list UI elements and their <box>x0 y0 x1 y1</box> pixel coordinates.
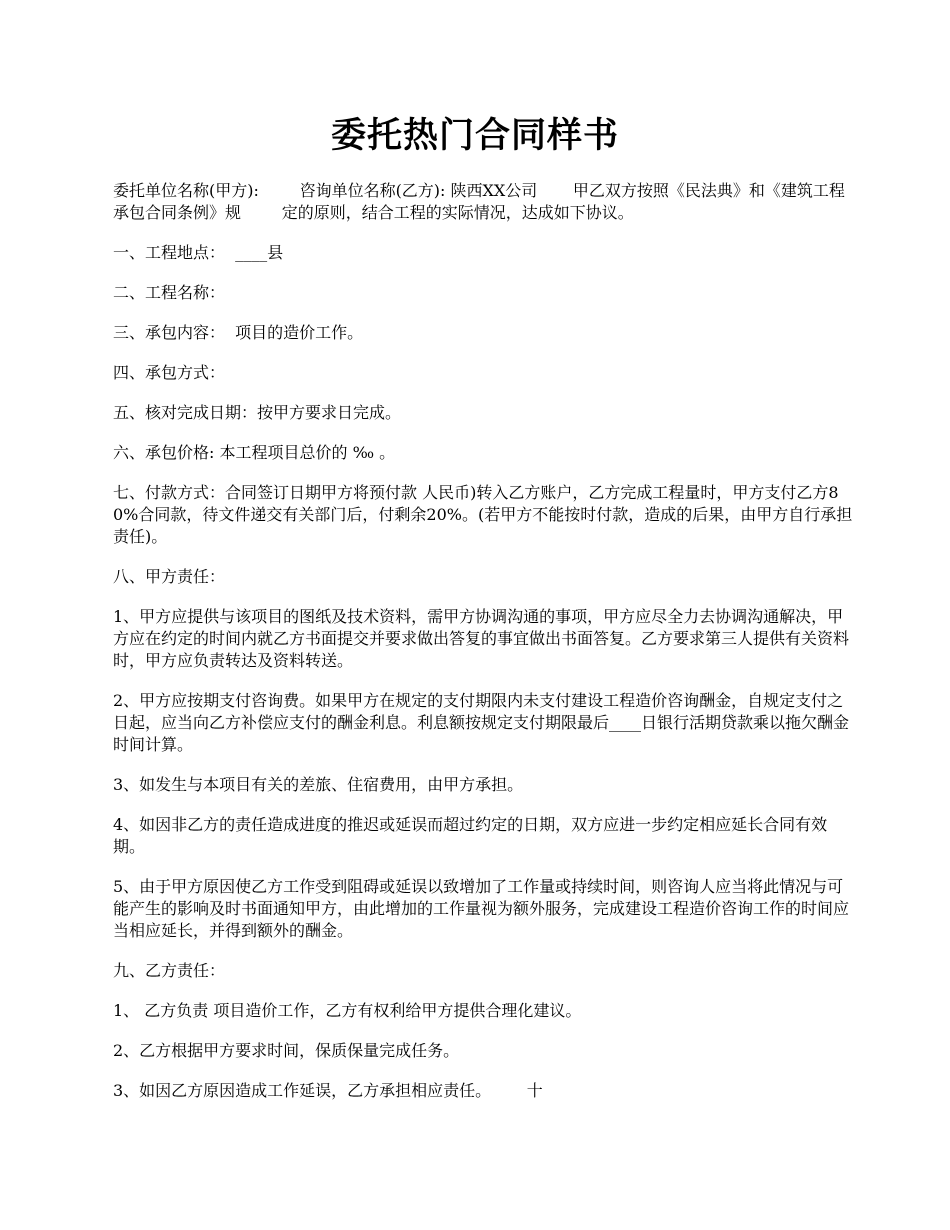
party-b-item-1: 1、 乙方负责 项目造价工作，乙方有权利给甲方提供合理化建议。 <box>113 1001 582 1020</box>
party-b-item-2: 2、乙方根据甲方要求时间，保质保量完成任务。 <box>113 1041 460 1060</box>
clause-contract-price: 六、承包价格: 本工程项目总价的 ‰ 。 <box>113 443 396 462</box>
document-body <box>113 180 855 1120</box>
intro-paragraph: 委托单位名称(甲方): 咨询单位名称(乙方): 陕西XX公司 甲乙双方按照《民法典》和《建筑工程承包合同条例》规 定的原则，结合工程的实际情况，达成如下协议。 <box>113 181 845 222</box>
clause-completion-date: 五、核对完成日期：按甲方要求日完成。 <box>113 403 402 422</box>
party-a-item-3: 3、如发生与本项目有关的差旅、住宿费用，由甲方承担。 <box>113 775 524 794</box>
document-title: 委托热门合同样书 <box>330 115 619 156</box>
party-a-item-5: 5、由于甲方原因使乙方工作受到阻碍或延误以致增加了工作量或持续时间，则咨询人应当将此情况与可能产生的影响及时书面通知甲方，由此增加的工作量视为额外服务，完成建设工程造价咨询工作的时间应当相应延长，并得到额外的酬金。 <box>113 877 850 940</box>
clause-project-location: 一、工程地点： ____县 <box>113 243 284 262</box>
party-b-item-3: 3、如因乙方原因造成工作延误，乙方承担相应责任。 十 <box>113 1081 543 1100</box>
party-a-item-1: 1、甲方应提供与该项目的图纸及技术资料，需甲方协调沟通的事项，甲方应尽全力去协调沟通解决，甲方应在约定的时间内就乙方书面提交并要求做出答复的事宜做出书面答复。乙方要求第三人提供有关资料时，甲方应负责转达及资料转送。 <box>113 607 850 670</box>
section-party-a-responsibilities: 八、甲方责任： <box>113 567 226 586</box>
party-a-item-2: 2、甲方应按期支付咨询费。如果甲方在规定的支付期限内未支付建设工程造价咨询酬金，自规定支付之日起，应当向乙方补偿应支付的酬金利息。利息额按规定支付期限最后____日银行活期贷款乘以拖欠酬金时间计算。 <box>113 691 850 754</box>
clause-payment-method: 七、付款方式：合同签订日期甲方将预付款 人民币)转入乙方账户，乙方完成工程量时，甲方支付乙方80%合同款，待文件递交有关部门后，付剩余20%。(若甲方不能按时付款，造成的后果，由甲方自行承担责任)。 <box>113 483 853 546</box>
section-party-b-responsibilities: 九、乙方责任： <box>113 961 226 980</box>
clause-contract-method: 四、承包方式： <box>113 363 226 382</box>
clause-contract-content: 三、承包内容： 项目的造价工作。 <box>113 323 364 342</box>
clause-project-name: 二、工程名称： <box>113 283 226 302</box>
party-a-item-4: 4、如因非乙方的责任造成进度的推迟或延误而超过约定的日期，双方应进一步约定相应延长合同有效期。 <box>113 815 828 856</box>
